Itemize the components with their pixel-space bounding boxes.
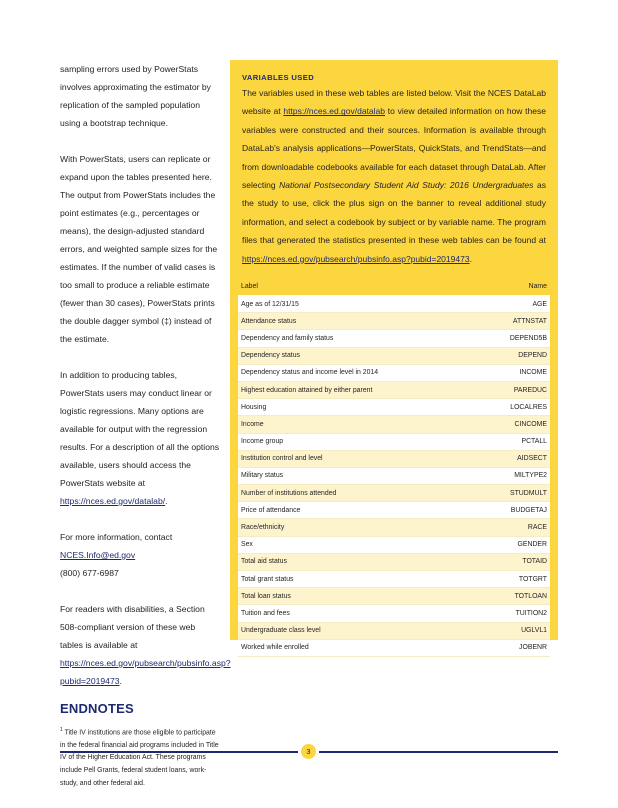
- row-variable-name: MILTYPE2: [478, 467, 550, 484]
- row-label: Number of institutions attended: [238, 485, 478, 502]
- row-variable-name: GENDER: [478, 536, 550, 553]
- variables-used-box: [230, 60, 558, 652]
- row-variable-name: TOTAID: [478, 553, 550, 570]
- table-row: [238, 433, 550, 450]
- contact-phone: (800) 677-6987: [60, 568, 119, 578]
- row-label: Sex: [238, 536, 478, 553]
- row-variable-name: DEPEND: [478, 347, 550, 364]
- header-label: Label: [238, 278, 478, 296]
- row-label: Price of attendance: [238, 502, 478, 519]
- table-row: [238, 381, 550, 398]
- paragraph-contact: For more information, contact NCES.Info@ed.gov (800) 677-6987: [60, 532, 173, 578]
- row-variable-name: CINCOME: [478, 416, 550, 433]
- table-row: [238, 502, 550, 519]
- table-row: [238, 622, 550, 639]
- row-label: Race/ethnicity: [238, 519, 478, 536]
- contact-email-link[interactable]: NCES.Info@ed.gov: [60, 550, 136, 560]
- row-variable-name: PCTALL: [478, 433, 550, 450]
- table-row: [238, 296, 550, 313]
- table-row: [238, 588, 550, 605]
- table-row: [238, 347, 550, 364]
- row-variable-name: LOCALRES: [478, 399, 550, 416]
- program-files-link[interactable]: https://nces.ed.gov/pubsearch/pubsinfo.asp?pubid=2019473: [242, 253, 470, 264]
- table-row: [238, 571, 550, 588]
- row-variable-name: AIDSECT: [478, 450, 550, 467]
- row-label: Military status: [238, 467, 478, 484]
- row-variable-name: STUDMULT: [478, 485, 550, 502]
- row-label: Housing: [238, 399, 478, 416]
- row-label: Tuition and fees: [238, 605, 478, 622]
- row-variable-name: BUDGETAJ: [478, 502, 550, 519]
- endnotes-heading: ENDNOTES: [60, 701, 134, 716]
- row-label: Dependency status: [238, 347, 478, 364]
- table-row: [238, 450, 550, 467]
- table-row: [238, 536, 550, 553]
- row-label: Worked while enrolled: [238, 639, 478, 656]
- row-variable-name: JOBENR: [478, 639, 550, 656]
- variables-table: [238, 278, 550, 657]
- row-label: Total grant status: [238, 571, 478, 588]
- left-column: [60, 60, 231, 808]
- row-variable-name: UGLVL1: [478, 622, 550, 639]
- table-row: [238, 639, 550, 656]
- table-row: [238, 399, 550, 416]
- row-label: Total loan status: [238, 588, 478, 605]
- page-number: 3: [301, 744, 316, 759]
- table-row: [238, 605, 550, 622]
- paragraph-powerstats-output: With PowerStats, users can replicate or expand upon the tables presented here. The output from PowerStats includes the point estimates (e.g., percentages or means), the design-adjusted standard errors, and weighted sample sizes for the estimates. If the number of valid cases is too small to produce a reliable estimate (fewer than 30 cases), PowerStats prints the double dagger symbol (‡) instead of the estimate.: [60, 154, 218, 344]
- row-variable-name: TOTGRT: [478, 571, 550, 588]
- section508-link[interactable]: https://nces.ed.gov/pubsearch/pubsinfo.asp?pubid=2019473: [60, 658, 231, 686]
- row-label: Dependency and family status: [238, 330, 478, 347]
- row-label: Undergraduate class level: [238, 622, 478, 639]
- row-variable-name: DEPEND5B: [478, 330, 550, 347]
- row-label: Age as of 12/31/15: [238, 296, 478, 313]
- row-variable-name: TUITION2: [478, 605, 550, 622]
- table-row: [238, 330, 550, 347]
- paragraph-accessibility: For readers with disabilities, a Section 508-compliant version of these web tables is available at https://nces.ed.gov/pubsearch/pubsinfo.asp?pubid=2019473.: [60, 604, 231, 686]
- variables-used-paragraph: The variables used in these web tables are listed below. Visit the NCES DataLab website at https://nces.ed.gov/datalab to view detailed information on how these variables were constructed and their sources. Information is available through DataLab's analysis applications—PowerStats, QuickStats, and TrendStats—and from downloadable codebooks available for each dataset through DataLab. After selecting National Postsecondary Student Aid Study: 2016 Undergraduates as the study to use, click the plus sign on the banner to reveal additional study information, and select a codebook by subject or by variable name. The program files that generated the statistics presented in these web tables can be found at https://nces.ed.gov/pubsearch/pubsinfo.asp?pubid=2019473.: [242, 88, 546, 264]
- paragraph-regressions: In addition to producing tables, PowerStats users may conduct linear or logistic regressions. Many options are available for output with the regression results. For a description of all the options available, users should access the PowerStats website at https://nces.ed.gov/datalab/.: [60, 370, 220, 506]
- footer-rule-right: [319, 751, 558, 753]
- row-label: Dependency status and income level in 2014: [238, 364, 478, 381]
- study-title: National Postsecondary Student Aid Study: 2016 Undergraduates: [279, 180, 534, 191]
- header-name: Name: [478, 278, 550, 296]
- nces-datalab-link[interactable]: https://nces.ed.gov/datalab: [283, 106, 386, 117]
- row-variable-name: AGE: [478, 296, 550, 313]
- row-label: Attendance status: [238, 313, 478, 330]
- table-row: [238, 519, 550, 536]
- table-row: [238, 485, 550, 502]
- row-variable-name: ATTNSTAT: [478, 313, 550, 330]
- row-label: Total aid status: [238, 553, 478, 570]
- row-label: Highest education attained by either parent: [238, 381, 478, 398]
- variables-used-heading: VARIABLES USED: [242, 73, 315, 82]
- table-header-row: [238, 278, 550, 296]
- row-label: Income group: [238, 433, 478, 450]
- row-variable-name: TOTLOAN: [478, 588, 550, 605]
- table-row: [238, 416, 550, 433]
- paragraph-bootstrap: sampling errors used by PowerStats involves approximating the estimator by replication of the sampled population using a bootstrap technique.: [60, 64, 211, 128]
- row-label: Income: [238, 416, 478, 433]
- table-row: [238, 553, 550, 570]
- table-row: [238, 467, 550, 484]
- row-label: Institution control and level: [238, 450, 478, 467]
- row-variable-name: PAREDUC: [478, 381, 550, 398]
- row-variable-name: RACE: [478, 519, 550, 536]
- datalab-link[interactable]: https://nces.ed.gov/datalab/: [60, 496, 166, 506]
- table-row: [238, 313, 550, 330]
- footer-rule-left: [60, 751, 298, 753]
- table-row: [238, 364, 550, 381]
- endnote-1: $^1$ Title IV institutions are those eligible to participate in the federal financial aid programs included in Title IV of the Higher Education Act. These programs include Pell Grants, federal student loans, work-study, and other federal aid.: [60, 727, 219, 787]
- row-variable-name: INCOME: [478, 364, 550, 381]
- endnote-marker: 1: [60, 727, 63, 733]
